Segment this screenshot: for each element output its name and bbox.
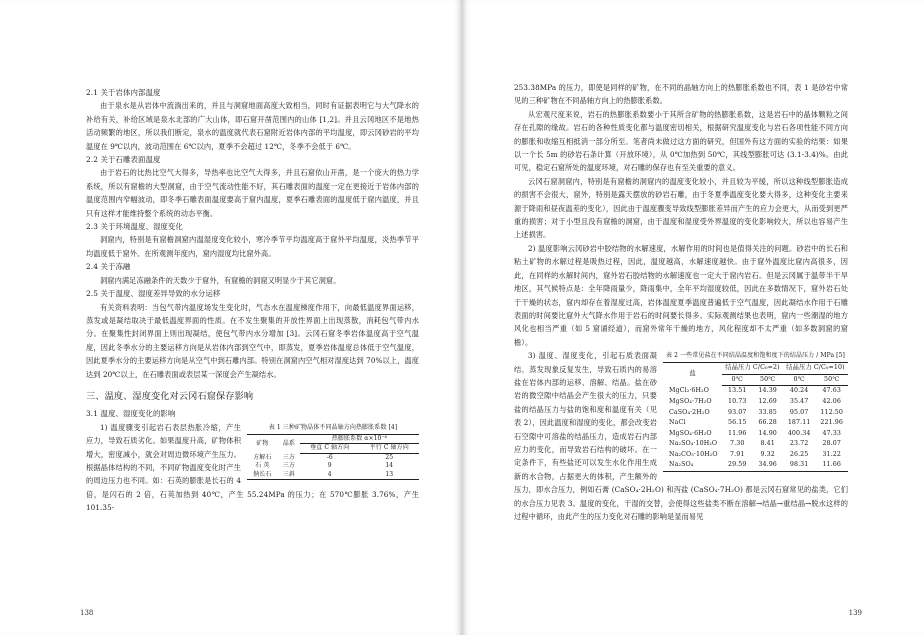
paragraph: 从宏观尺度来说，岩石的热膨胀系数要小于其所含矿物的热膨胀系数，这是岩石中的晶体颗粒之间存在孔隙的缘故。岩石的各种性质变化都与温度密切相关，根据研究温度变化与岩石各项性能不同方向的膨胀和收缩互相抵消一部分所至。笔者尚未做过这方面的研究，但国外有这方面的实验的结果：如果以一个长 5m 的砂岩石条计算（开放环境），从 0℃加热到 50℃，其线型膨胀可达 (3.1-3.4)%。由此可见，稳定石窟所处的温度环境，对石雕的保存也有至关重要的意义。 — [514, 109, 848, 173]
cell: 石 英 — [255, 462, 270, 470]
cell: 8.41 — [760, 440, 775, 448]
paragraph: 1) 温度骤变引起岩石表层热胀冷缩，产生应力，导致石质劣化。如果温度升高，矿物体积增大，密度减小，就会对周边微环境产生压力。根据晶体结构的不同，不同矿物温度变化时产生的周边压力也不同。如：石英的膨胀是长石的 4 倍，是闪石的 2 倍，石英加热到 40℃，产生 55.24MPa 的压力；在 570℃膨胀 3.76%，产生 101.35- — [86, 422, 419, 513]
table-1-col-group: 热膨胀系数 α×10⁻⁶ — [300, 434, 419, 444]
heading-2-2: 2.2 关于石雕表面温度 — [86, 155, 161, 165]
cell: 31.22 — [822, 450, 841, 458]
cell: 10.73 — [727, 397, 747, 405]
table-row — [247, 471, 419, 480]
paragraph: 云冈石窟洞窟内，特别是有窟檐的洞窟内的温度变化较小，并且较为平缓，所以这种线型膨胀造成的损害不会很大，窟外，特别是露天摆放的砂岩石雕，由于冬夏季温度变化要大得多，这种变化主要来源于降雨和昼夜温差的变化），因此由于温度骤变导致线型膨胀差异而产生的应力会更大，从而受到更严重的损害；对于小型且没有窟檐的洞窟，由于温度和湿度受外界温度的变化影响较大，所以也容易产生上述损害。 — [514, 176, 848, 240]
page-number: 139 — [848, 609, 862, 617]
table-2 — [663, 351, 848, 472]
cell: NaCl — [669, 419, 686, 427]
paragraph: 洞窟内满足冻融条件的天数少于窟外，有窟檐的洞窟又明显少于其它洞窟。 — [100, 275, 341, 285]
cell: 95.07 — [789, 408, 809, 416]
cell: 112.50 — [820, 408, 844, 416]
heading-3-1: 3.1 温度、湿度变化的影响 — [86, 409, 176, 419]
cell: Na₂CO₃·10H₂O — [669, 450, 718, 458]
table-row — [663, 460, 848, 471]
right-page-body — [514, 81, 848, 523]
cell: -6 — [326, 453, 333, 461]
cell: 14.90 — [758, 429, 777, 437]
cell: 221.96 — [820, 419, 844, 427]
cell: 47.63 — [822, 387, 841, 395]
cell: 29.59 — [722, 460, 752, 471]
cell: Na₂SO₄ — [663, 460, 722, 471]
cell: 钠长石 — [247, 471, 278, 480]
paragraph: 253.38MPa 的压力，即使是同样的矿物，在不同的晶轴方向上的热膨胀系数也不同，表 1 是砂岩中常见的三种矿物在不同晶轴方向上的热膨胀系数。 — [514, 83, 848, 106]
cell: 93.07 — [727, 408, 747, 416]
cell: MgSO₄·6H₂O — [669, 429, 712, 437]
cell: CaSO₄·2H₂O — [669, 408, 710, 416]
paragraph: 2) 温度影响云冈砂岩中胶结物的水解速度，水解作用的时间也是值得关注的问题。砂岩中的长石和粘土矿物的水解过程是吸热过程，因此，温度越高，水解速度越快。由于窟外温度比窟内高很多，因此，在同样的水解时间内，窟外岩石胶结物的水解速度也一定大于窟内岩石。但是云冈属于温带半干旱地区，其气候特点是：全年降雨量少，降雨集中，全年平均湿度较低，因此在多数情况下，窟外岩石处于干燥的状态，窟内却存在着湿度过高，岩体温度夏季温度普遍低于空气温度，因此凝结水作用于石雕表面的时间要比窟外大气降水作用于岩石的时间要长得多。实际观测结果也表明，窟内一些潮湿的地方风化也相当严重（如 5 窟诵经道），而窟外常年干燥的地方，风化程度却不太严重（如多数洞窟的窟檐）。 — [514, 243, 848, 347]
cell: 三方 — [282, 453, 295, 461]
cell: 26.25 — [789, 450, 809, 458]
table-1-caption: 表 1 三种矿物晶体不同晶轴方向热膨胀系数 [4] — [268, 423, 398, 431]
table-row — [663, 450, 848, 461]
cell: 66.28 — [758, 419, 777, 427]
cell: 13.51 — [727, 387, 747, 395]
table-1-col-perp: 垂直 C 轴方向 — [300, 444, 359, 454]
table-2-col-salt: 盐 — [663, 363, 722, 386]
table-row — [663, 439, 848, 450]
cell: 187.11 — [787, 419, 811, 427]
table-1 — [247, 423, 419, 481]
cell: 7.91 — [730, 450, 745, 458]
table-row — [247, 453, 419, 462]
cell: 400.34 — [787, 429, 811, 437]
cell: 三斜 — [278, 471, 300, 480]
table-row — [663, 408, 848, 419]
cell: 42.06 — [822, 397, 841, 405]
cell: 23.72 — [789, 440, 809, 448]
table-2-col-t0: 0℃ — [783, 374, 816, 386]
cell: 7.30 — [730, 440, 745, 448]
cell: 25 — [385, 453, 394, 461]
table-2-col-t50: 50℃ — [815, 374, 848, 386]
table-row — [663, 429, 848, 440]
cell: MgCl₂·6H₂O — [669, 387, 710, 395]
paragraph: 洞窟内，特别是有窟檐洞窟内温湿度变化较小，寒冷季节平均温度高于窟外平均温度，炎热季节平均温度低于窟外。在所观测年度内，窟内湿度均比窟外高。 — [86, 235, 419, 258]
heading-2-3: 2.3 关于环境温度、湿度变化 — [86, 222, 183, 232]
table-1-col-system: 晶系 — [278, 434, 300, 453]
cell: 33.85 — [758, 408, 777, 416]
paragraph: 3) 温度、湿度变化，引起石质表面凝结、蒸发现象反复发生，导致石质内的易溶盐在岩体内部的运移、溶解、结晶。盐在砂岩的微空隙中结晶会产生很大的压力，只要盐的结晶压力与盐的饱和度和温度有关（见表 2），因此温度和湿度的变化，都会改变岩石空隙中可溶盐的结晶压力，造成岩石内部应力的变化，而导致岩石结构的破坏。在一定条件下，有些盐还可以发生水化作用生成新的水合物，占据更大的体积，产生额外的压力，即水合压力，例如石膏 (CaSO₄·2H₂O) 和泻盐 (CaSO₄·7H₂O) 都是云冈石窟常见的盐类，它们的水合压力见表 3。温度的变化，干湿的交替，会使得这些盐类不断在溶解→结晶→重结晶→脱水这样的过程中循环，由此产生的压力变化对石雕的影响是显而易见 — [514, 351, 848, 521]
table-row — [663, 386, 848, 397]
table-1-col-par: 平行 C 轴方向 — [359, 444, 419, 454]
table-row — [663, 397, 848, 408]
cell: 三方 — [282, 462, 295, 470]
right-page — [462, 0, 924, 635]
table-1-col-mineral: 矿物 — [247, 434, 278, 453]
cell: 28.07 — [822, 440, 841, 448]
paragraph: 由于岩石的比热比空气大得多，导热率也比空气大得多，并且石窟依山开凿，是一个庞大的热力学系统，所以有窟檐的大型洞窟，由于空气流动性能不好，其石雕表面的温度一定在更接近于岩体内部的温度范围内窄幅波动，即冬季石雕表面温度要高于窟内温度，夏季石雕表面的温度低于窟内温度，并且只有这样才能维持整个系统的动态平衡。 — [86, 168, 419, 218]
cell: 12.69 — [758, 397, 777, 405]
cell: 47.33 — [822, 429, 841, 437]
heading-2-1: 2.1 关于岩体内部温度 — [86, 88, 161, 97]
cell: 13 — [359, 471, 419, 480]
table-2-col-t50: 50℃ — [752, 374, 782, 386]
cell: Na₂SO₄·10H₂O — [669, 440, 718, 448]
cell: 34.96 — [752, 460, 782, 471]
table-2-group-a: 结晶压力 C/C₀=2) — [722, 363, 783, 375]
cell: MgSO₄·7H₂O — [669, 397, 712, 405]
cell: 9 — [327, 462, 332, 470]
cell: 9.32 — [760, 450, 775, 458]
cell: 11.96 — [727, 429, 747, 437]
paragraph: 有关资料表明：当包气带内温度场发生变化时，气态水在温度梯度作用下，向最低温度界面运移，蒸发或是凝结取决于最低温度界面的性质。在不发生聚集的开放性界面上出现蒸散，消耗包气带内水分。在聚集性封闭界面上则出现凝结，使包气带内水分增加 [3]。云冈石窟冬季岩体温度高于空气温度，因此冬季水分的主要运移方向是从岩体内部到空气中，即蒸发，夏季岩体温度总体低于空气温度，因此夏季水分的主要运移方向是从空气中到石雕内部。特别在洞窟内空气相对湿度达到 70%以上，温度达到 20℃以上，在石雕表面或表层某一深度会产生凝结水。 — [86, 302, 419, 379]
cell: 14.39 — [758, 387, 777, 395]
paragraph: 由于泉水是从岩体中流淌出来的，并且与洞窟地面高度大致相当，同时有证据表明它与大气降水的补给有关，补给区域是泉水北部的广大山体，即石窟开凿范围内的山体 [1,2]。并且云冈地区不是地热活动频繁的地区，所以我们断定，泉水的温度就代表石窟附近岩体内部的平均温度，即云冈砂岩的平均温度在 9℃以内，波动范围在 6℃以内，夏季不会超过 12℃，冬季不会低于 6℃。 — [86, 101, 419, 151]
cell: 14 — [385, 462, 394, 470]
page-number: 138 — [80, 609, 94, 617]
table-row — [247, 462, 419, 471]
cell: 35.47 — [789, 397, 809, 405]
table-2-caption: 表 2 一些常见盐在不同结晶温度和饱和度下的结晶压力 / MPa [5] — [666, 352, 845, 360]
section-title: 三、温度、湿度变化对云冈石窟保存影响 — [86, 390, 254, 402]
cell: 40.24 — [789, 387, 809, 395]
cell: 11.66 — [815, 460, 848, 471]
cell: 98.31 — [783, 460, 816, 471]
heading-2-4: 2.4 关于冻融 — [86, 262, 131, 272]
cell: 56.15 — [727, 419, 747, 427]
table-2-col-t0: 0℃ — [722, 374, 752, 386]
table-row — [663, 418, 848, 429]
table-2-group-b: 结晶压力 C/C₀=10) — [783, 363, 848, 375]
left-page-body — [86, 86, 419, 515]
cell: 4 — [300, 471, 359, 480]
cell: 方解石 — [253, 453, 272, 461]
heading-2-5: 2.5 关于温度、湿度差异导致的水分运移 — [86, 289, 221, 299]
